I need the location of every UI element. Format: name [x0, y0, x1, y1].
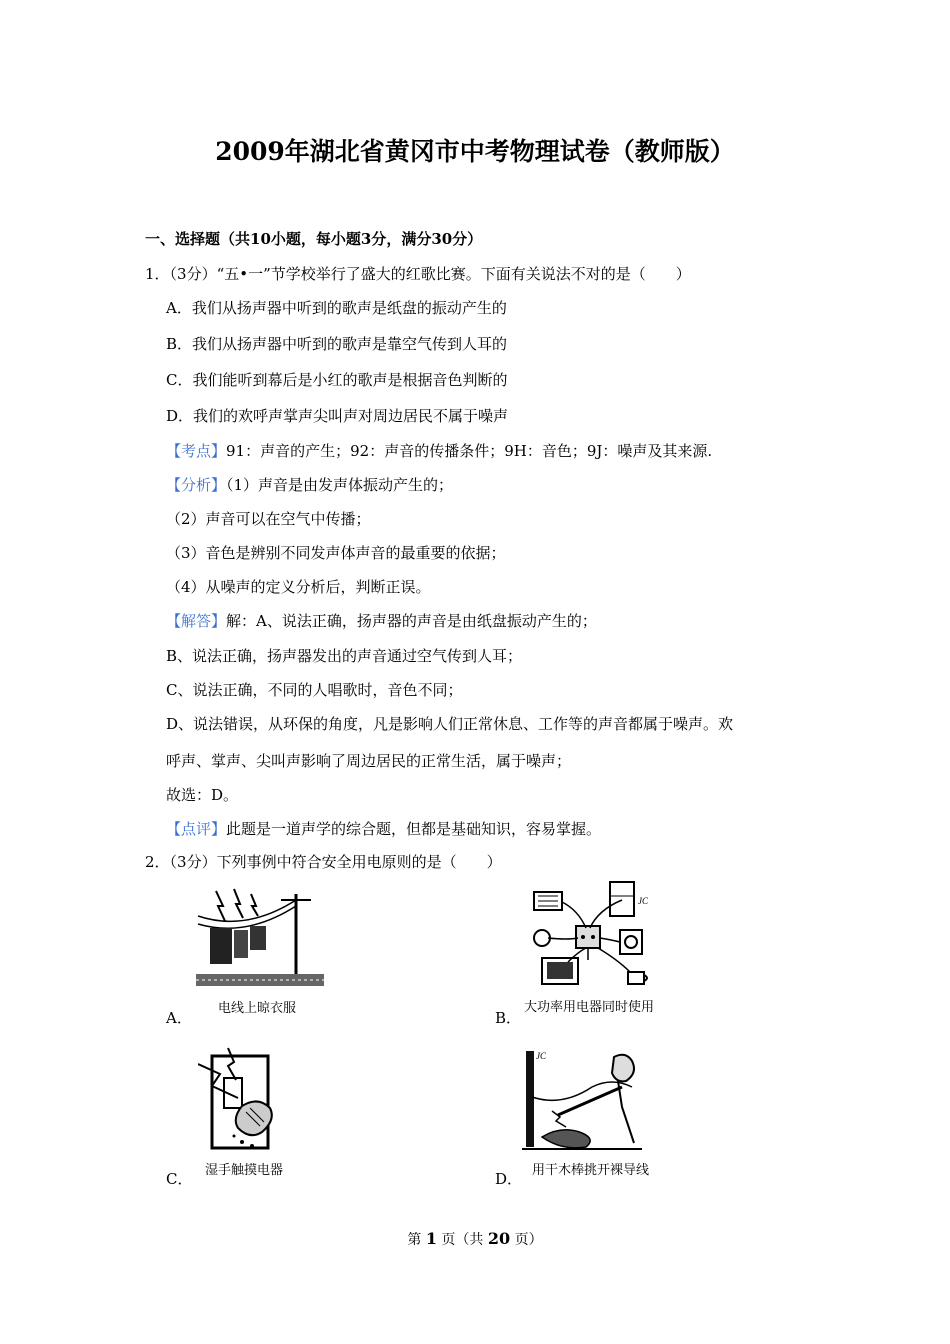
dianping-tag: 【点评】: [166, 820, 227, 838]
page-total: 20: [487, 1229, 511, 1248]
fenxi-line: （4）从噪声的定义分析后，判断正误。: [166, 578, 431, 596]
q1-option-b: B．我们从扬声器中听到的歌声是靠空气传到人耳的: [166, 335, 508, 353]
q2-option-c-letter: C．: [166, 1170, 193, 1188]
footer-post: 页）: [510, 1232, 543, 1248]
q1-jieda: [166, 610, 597, 631]
q2-stem: 2．（3分）下列事例中符合安全用电原则的是（ ）: [145, 853, 502, 871]
q2-option-d-caption: 用干木棒挑开裸导线: [532, 1163, 650, 1178]
footer-mid: 页（共: [436, 1232, 488, 1248]
jieda-line: 故选：D。: [166, 786, 239, 804]
fenxi-tag: 【分析】: [166, 476, 227, 494]
jieda-tag: 【解答】: [166, 612, 227, 630]
jieda-line: B、说法正确，扬声器发出的声音通过空气传到人耳；: [166, 647, 523, 665]
kaodian-text: 91：声音的产生；92：声音的传播条件；9H：音色；9J：噪声及其来源.: [226, 442, 713, 460]
q1-fenxi: [166, 474, 453, 495]
page-footer: [0, 1229, 950, 1249]
dianping-text: 此题是一道声学的综合题，但都是基础知识，容易掌握。: [226, 820, 602, 838]
q1-option-d: D．我们的欢呼声掌声尖叫声对周边居民不属于噪声: [166, 407, 509, 425]
q2-option-a-letter: A．: [166, 1009, 192, 1027]
appliances-overload-illustration: [528, 880, 663, 992]
q2-option-a-caption: 电线上晾衣服: [218, 1001, 297, 1016]
q1-option-a: A．我们从扬声器中听到的歌声是纸盘的振动产生的: [166, 299, 507, 317]
kaodian-tag: 【考点】: [166, 442, 227, 460]
q2-option-d-letter: D．: [495, 1170, 523, 1188]
page-title: 2009年湖北省黄冈市中考物理试卷（教师版）: [215, 137, 735, 166]
footer-pre: 第: [407, 1232, 426, 1248]
q1-dianping: [166, 818, 601, 839]
section-heading: 一、选择题（共10小题，每小题3分，满分30分）: [145, 230, 483, 248]
clothes-on-wire-illustration: [196, 886, 326, 994]
q1-stem: 1．（3分）“五•一”节学校举行了盛大的红歌比赛。下面有关说法不对的是（ ）: [145, 265, 691, 283]
dry-stick-wire-illustration: [522, 1047, 642, 1155]
q2-option-b-letter: B．: [495, 1009, 522, 1027]
fenxi-line: （2）声音可以在空气中传播；: [166, 510, 371, 528]
q1-kaodian: [166, 440, 712, 461]
q1-option-c: C．我们能听到幕后是小红的歌声是根据音色判断的: [166, 371, 508, 389]
jieda-line: D、说法错误，从环保的角度，凡是影响人们正常休息、工作等的声音都属于噪声。欢: [166, 715, 734, 733]
fenxi-text: （1）声音是由发声体振动产生的；: [226, 476, 454, 494]
jieda-text: 解：A、说法正确，扬声器的声音是由纸盘振动产生的；: [226, 612, 597, 630]
jieda-line: C、说法正确，不同的人唱歌时，音色不同；: [166, 681, 463, 699]
jieda-line: 呼声、掌声、尖叫声影响了周边居民的正常生活，属于噪声；: [166, 752, 572, 770]
fenxi-line: （3）音色是辨别不同发声体声音的最重要的依据；: [166, 544, 506, 562]
q2-option-b-caption: 大功率用电器同时使用: [524, 1000, 655, 1015]
jc-mark-b: JC: [638, 896, 648, 906]
page-number: 1: [425, 1229, 437, 1248]
wet-hand-switch-illustration: [198, 1046, 284, 1156]
q2-option-c-caption: 湿手触摸电器: [205, 1163, 284, 1178]
jc-mark-d: JC: [536, 1051, 546, 1061]
